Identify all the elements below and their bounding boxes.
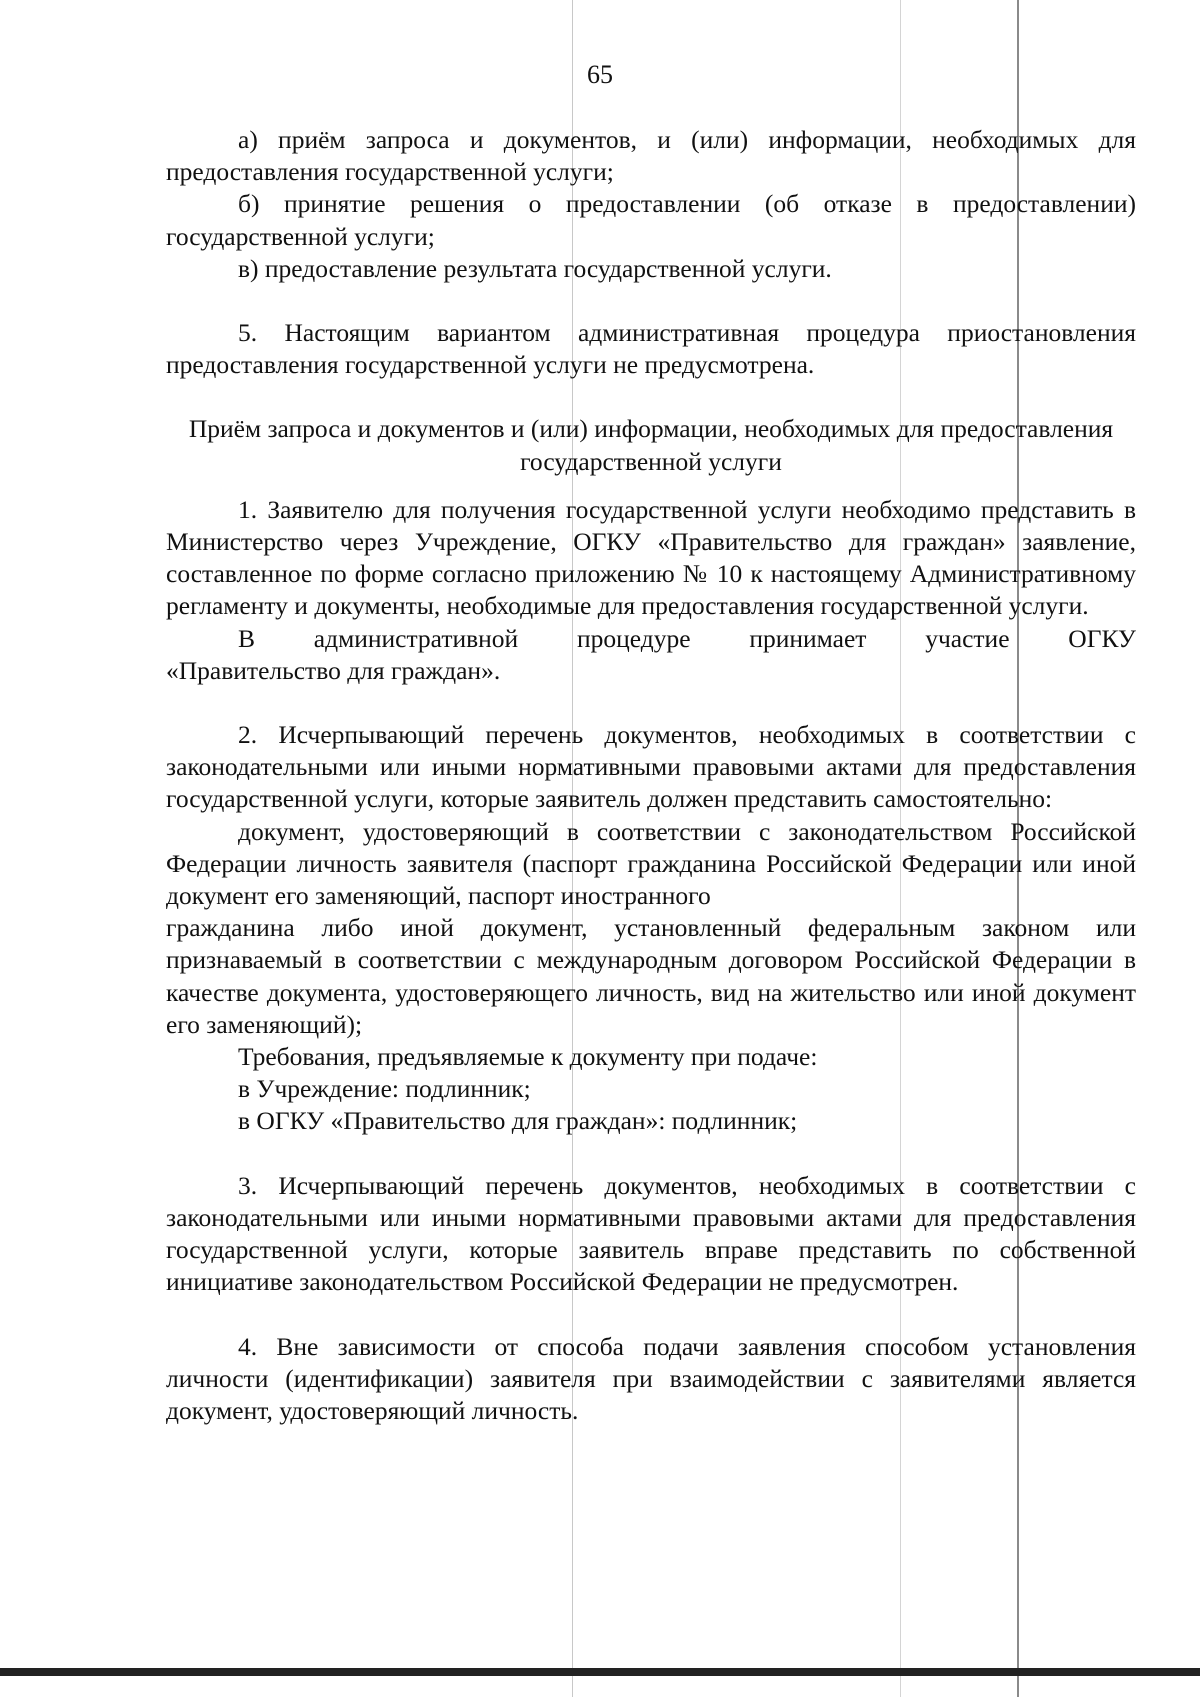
- paragraph-4: 4. Вне зависимости от способа подачи заявления способом установления личности (идентификации) заявителя при взаимодействии с заявителями является документ, удостоверяющий личность.: [166, 1331, 1136, 1425]
- list-item-v: в) предоставление результата государственной услуги.: [238, 253, 832, 283]
- word: административной: [313, 623, 519, 653]
- list-item-a: а) приём запроса и документов, и (или) информации, необходимых для предоставления государственной услуги;: [166, 125, 1136, 187]
- paragraph-2-requirement-1: в Учреждение: подлинник;: [238, 1074, 531, 1104]
- scan-bottom-border: [0, 1668, 1200, 1676]
- paragraph-2-requirements: Требования, предъявляемые к документу при подаче:: [238, 1042, 818, 1072]
- word: участие: [925, 623, 1010, 653]
- list-item-b: б) принятие решения о предоставлении (об отказе в предоставлении) государственной услуги;: [166, 189, 1136, 251]
- paragraph-2-requirement-2: в ОГКУ «Правительство для граждан»: подлинник;: [238, 1106, 798, 1136]
- page-number: 65: [587, 60, 613, 89]
- paragraph-1-participation-tail: «Правительство для граждан».: [166, 655, 501, 685]
- paragraph-5: 5. Настоящим вариантом административная процедура приостановления предоставления государственной услуги не предусмотрена.: [166, 318, 1136, 380]
- paragraph-2-document: документ, удостоверяющий в соответствии с законодательством Российской Федерации личность заявителя (паспорт гражданина Российской Федерации или иной документ его заменяющий, паспорт иностранного: [166, 816, 1136, 911]
- word: ОГКУ: [1068, 623, 1136, 653]
- document-body: [166, 124, 1136, 1427]
- word: процедуре: [576, 623, 691, 653]
- section-heading: Приём запроса и документов и (или) информации, необходимых для предоставления государственной услуги: [188, 414, 1114, 476]
- paragraph-1: 1. Заявителю для получения государственной услуги необходимо представить в Министерство через Учреждение, ОГКУ «Правительство для граждан» заявление, составленное по форме согласно приложению № 10 к настоящему Административному регламенту и документы, необходимые для предоставления государственной услуги.: [166, 494, 1136, 621]
- word: принимает: [749, 623, 867, 653]
- paragraph-1-participation-line: [166, 623, 1136, 655]
- word: В: [238, 623, 256, 653]
- paragraph-3: 3. Исчерпывающий перечень документов, необходимых в соответствии с законодательными или иными нормативными правовыми актами для предоставления государственной услуги, которые заявитель вправе представить по собственной инициативе законодательством Российской Федерации не предусмотрен.: [166, 1170, 1136, 1297]
- paragraph-2: 2. Исчерпывающий перечень документов, необходимых в соответствии с законодательными или иными нормативными правовыми актами для предоставления государственной услуги, которые заявитель должен представить самостоятельно:: [166, 720, 1136, 814]
- paragraph-2-document-continued: гражданина либо иной документ, установленный федеральным законом или признаваемый в соответствии с международным договором Российской Федерации в качестве документа, удостоверяющего личность, вид на жительство или иной документ его заменяющий);: [166, 913, 1136, 1039]
